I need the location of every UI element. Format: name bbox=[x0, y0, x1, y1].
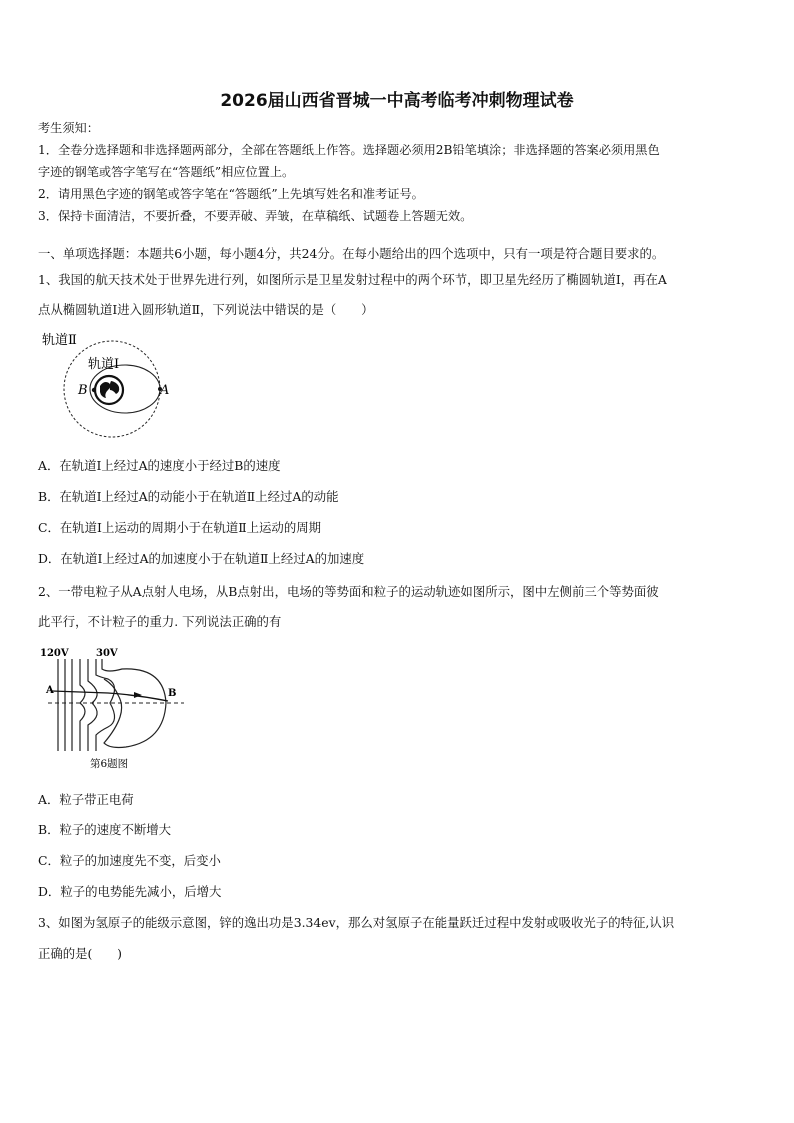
q1-option-b: B．在轨道Ⅰ上经过A的动能小于在轨道Ⅱ上经过A的动能 bbox=[38, 489, 339, 504]
point-a-label: A bbox=[46, 685, 54, 696]
trajectory-arrow-icon bbox=[134, 692, 142, 698]
point-b-label: B bbox=[168, 688, 177, 699]
q1-option-d: D．在轨道Ⅰ上经过A的加速度小于在轨道Ⅱ上经过A的加速度 bbox=[38, 551, 365, 566]
notice-item-1-cont: 字迹的钢笔或答字笔写在“答题纸”相应位置上。 bbox=[38, 165, 295, 179]
notice-heading: 考生须知： bbox=[38, 121, 99, 135]
q3-stem-line-2: 正确的是( ) bbox=[38, 946, 123, 961]
notice-item-3: 3．保持卡面清洁，不要折叠，不要弄破、弄皱，在草稿纸、试题卷上答题无效。 bbox=[38, 209, 473, 223]
q1-option-a: A．在轨道Ⅰ上经过A的速度小于经过B的速度 bbox=[38, 458, 281, 473]
section-heading: 一、单项选择题：本题共6小题，每小题4分，共24分。在每小题给出的四个选项中，只有一项是符合题目要求的。 bbox=[38, 246, 665, 261]
q1-stem-line-1: 1、我国的航天技术处于世界先进行列，如图所示是卫星发射过程中的两个环节，即卫星先经历了椭圆轨道Ⅰ，再在A bbox=[38, 272, 667, 287]
equipotential-curve-1 bbox=[80, 659, 85, 751]
q3-stem-line-1: 3、如图为氢原子的能级示意图，锌的逸出功是3.34ev，那么对氢原子在能量跃迁过程中发射或吸收光子的特征,认识 bbox=[38, 915, 675, 930]
figure-caption: 第6题图 bbox=[90, 758, 129, 770]
equipotential-curve-3 bbox=[96, 659, 115, 751]
particle-trajectory bbox=[52, 691, 168, 701]
notice-item-1: 1．全卷分选择题和非选择题两部分，全部在答题纸上作答。选择题必须用2B铅笔填涂；非选择题的答案必须用黑色 bbox=[38, 143, 660, 157]
q1-option-c: C．在轨道Ⅰ上运动的周期小于在轨道Ⅱ上运动的周期 bbox=[38, 520, 321, 535]
q1-stem-line-2: 点从椭圆轨道Ⅰ进入圆形轨道Ⅱ，下列说法中错误的是（ ） bbox=[38, 302, 374, 317]
voltage-120v-label: 120V bbox=[40, 648, 69, 659]
orbit-1-label: 轨道Ⅰ bbox=[88, 357, 120, 372]
q2-stem-line-2: 此平行，不计粒子的重力. 下列说法正确的有 bbox=[38, 614, 282, 629]
q2-option-d: D．粒子的电势能先减小，后增大 bbox=[38, 884, 222, 899]
q2-option-c: C．粒子的加速度先不变，后变小 bbox=[38, 853, 221, 868]
q2-equipotential-figure bbox=[38, 645, 188, 775]
orbit-2-label: 轨道Ⅱ bbox=[42, 333, 77, 348]
page-title: 2026届山西省晋城一中高考临考冲刺物理试卷 bbox=[220, 91, 574, 111]
q1-orbit-figure bbox=[38, 328, 168, 442]
q2-option-b: B．粒子的速度不断增大 bbox=[38, 822, 172, 837]
q2-option-a: A．粒子带正电荷 bbox=[38, 792, 134, 807]
point-b-label: B bbox=[78, 383, 88, 398]
q2-stem-line-1: 2、一带电粒子从A点射人电场，从B点射出，电场的等势面和粒子的运动轨迹如图所示，图中左侧前三个等势面彼 bbox=[38, 584, 659, 599]
point-b-marker bbox=[92, 388, 96, 392]
voltage-30v-label: 30V bbox=[96, 648, 118, 659]
notice-item-2: 2．请用黑色字迹的钢笔或答字笔在“答题纸”上先填写姓名和准考证号。 bbox=[38, 187, 424, 201]
point-a-label: A bbox=[160, 383, 170, 398]
